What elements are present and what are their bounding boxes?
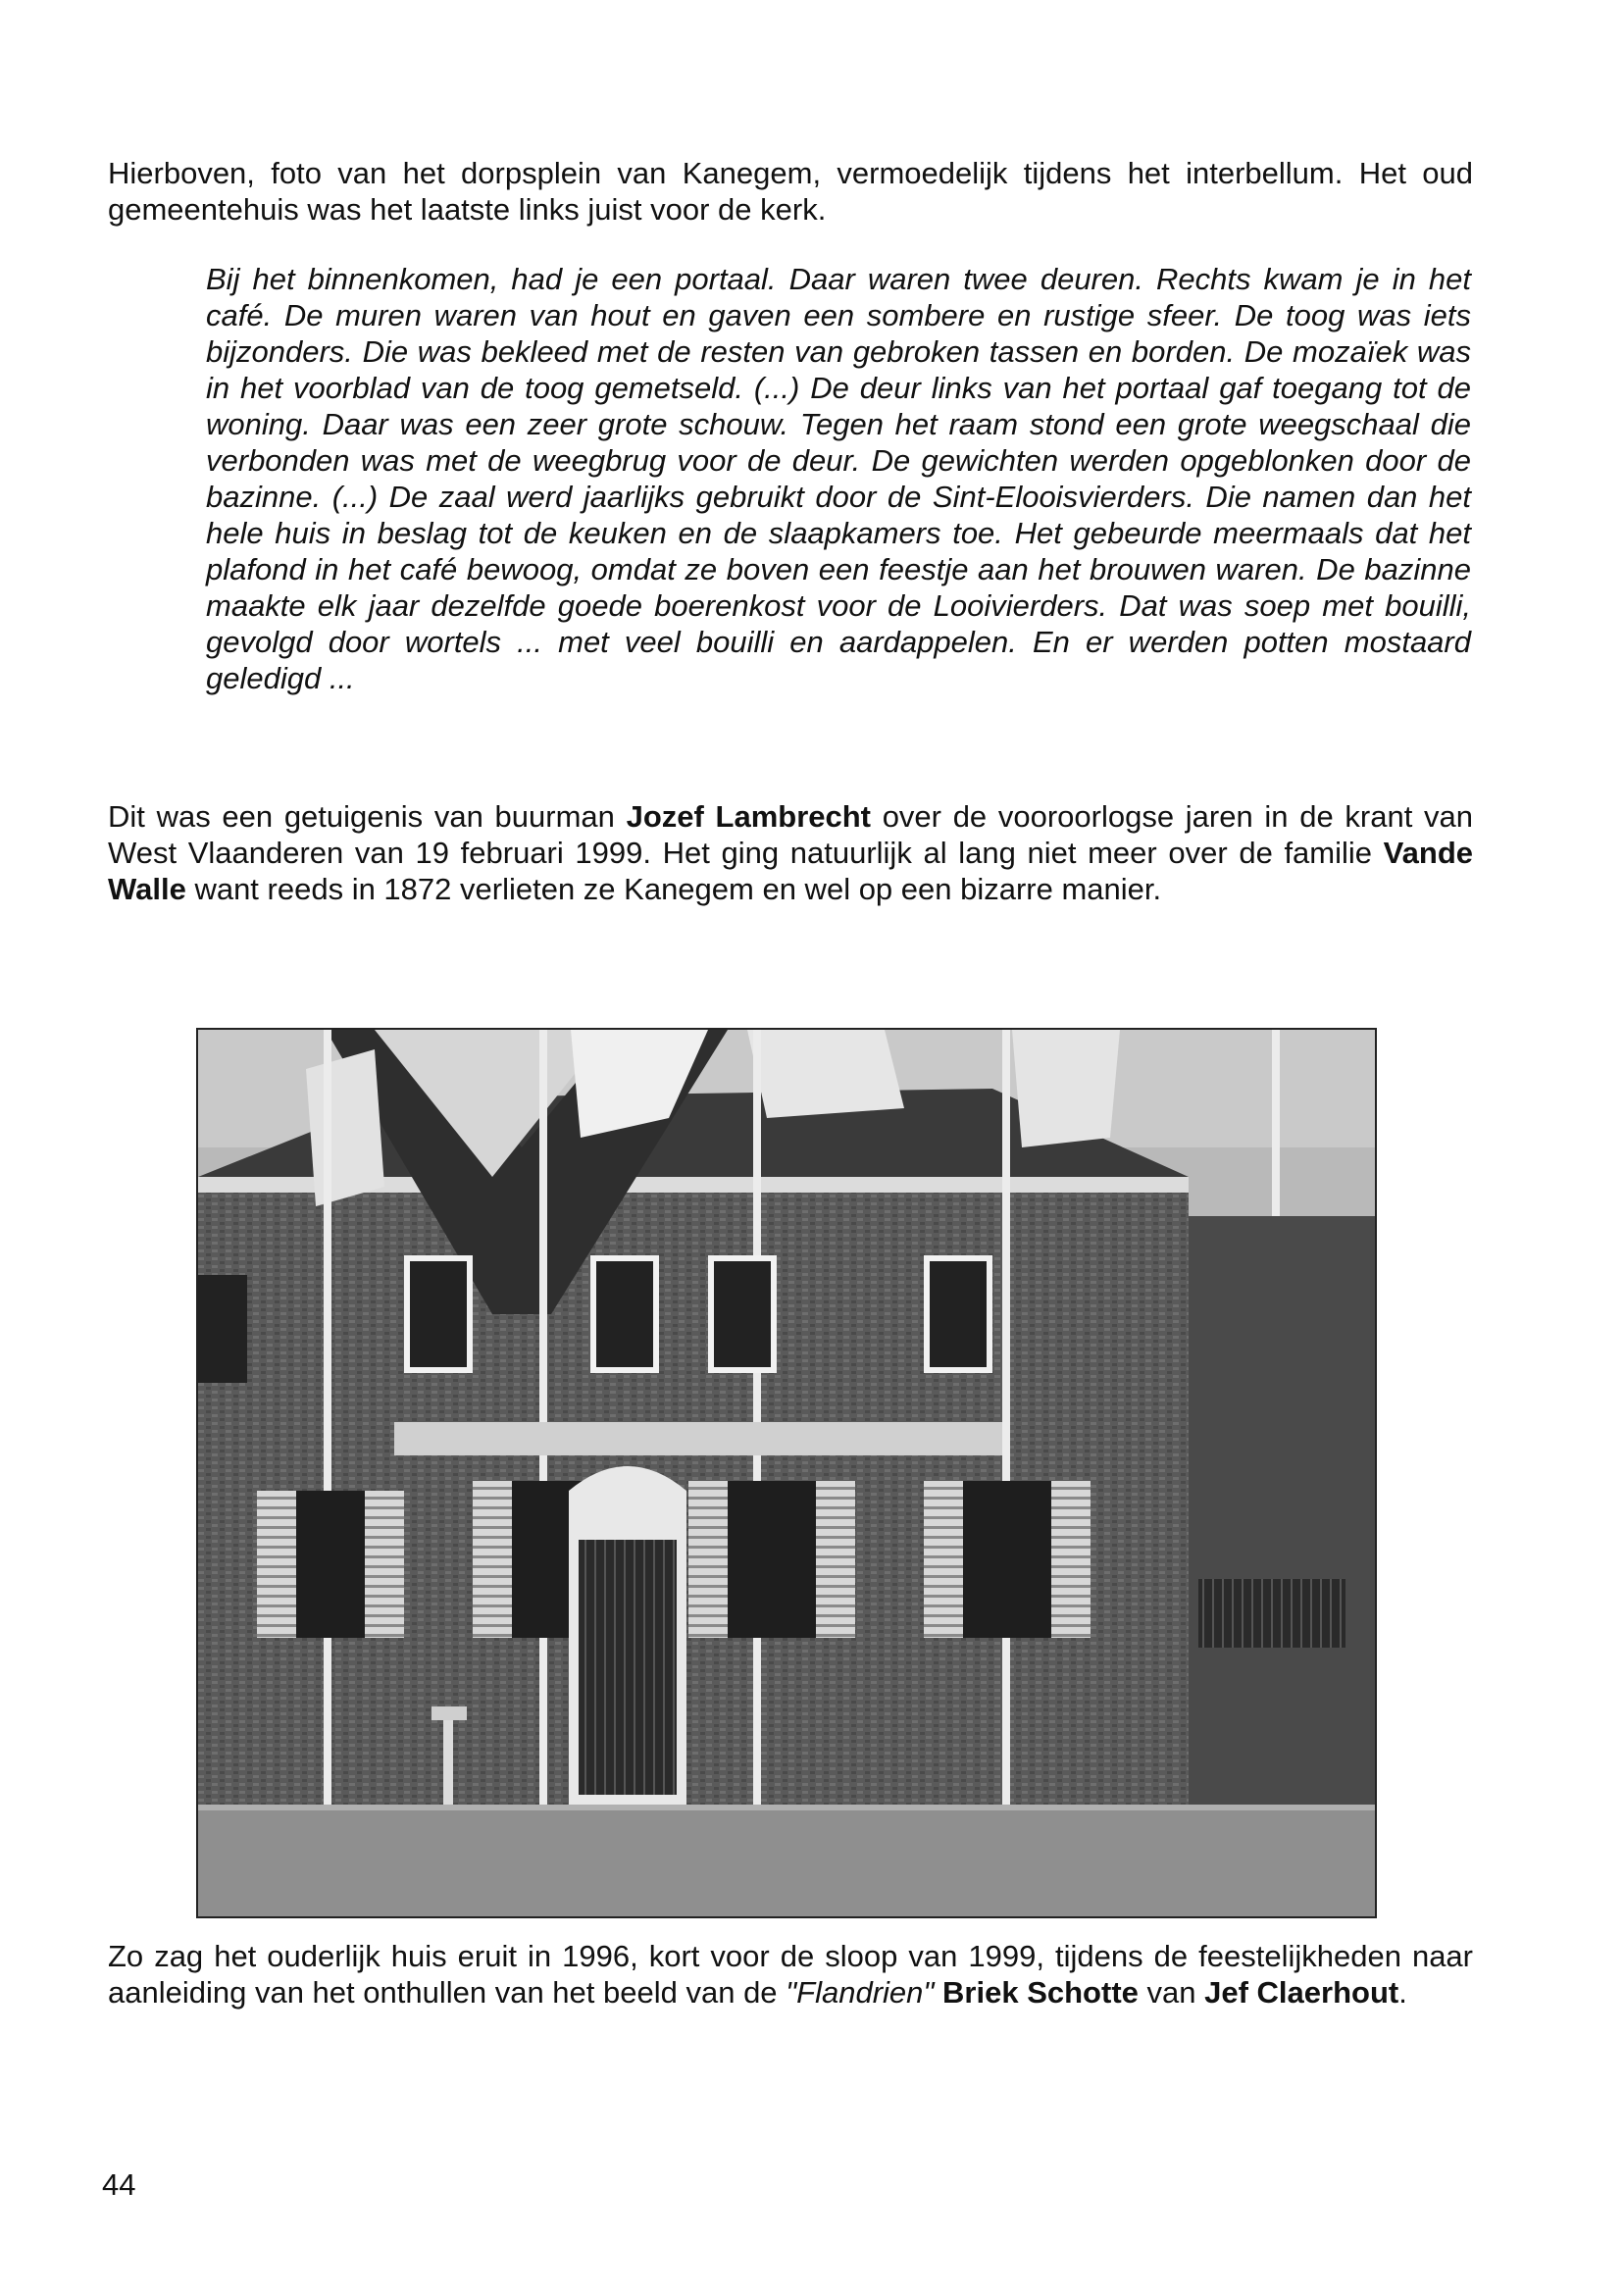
statue-name: Briek Schotte bbox=[942, 1975, 1139, 2010]
person-name: Jozef Lambrecht bbox=[626, 799, 871, 834]
testimony-paragraph: Dit was een getuigenis van buurman Jozef Lambrecht over de vooroorlogse jaren in de krant van West Vlaanderen van 19 februari 1999. Het ging natuurlijk al lang niet meer over de familie Vande Walle want reeds in 1872 verlieten ze Kanegem en wel op een bizarre manier. bbox=[108, 799, 1473, 906]
photo-caption: Zo zag het ouderlijk huis eruit in 1996, kort voor de sloop van 1999, tijdens de feestelijkheden naar aanleiding van het onthullen van het beeld van de "Flandrien" Briek Schotte van Jef Claerhout. bbox=[108, 1939, 1473, 2010]
house-photo bbox=[196, 1028, 1377, 1918]
sculptor-name: Jef Claerhout bbox=[1204, 1975, 1399, 2010]
intro-paragraph: Hierboven, foto van het dorpsplein van Kanegem, vermoedelijk tijdens het interbellum. Het oud gemeentehuis was het laatste links juist voor de kerk. bbox=[108, 156, 1473, 227]
quoted-testimony: Bij het binnenkomen, had je een portaal. Daar waren twee deuren. Rechts kwam je in het café. De muren waren van hout en gaven een sombere en rustige sfeer. De toog was iets bijzonders. Die was bekleed met de resten van gebroken tassen en borden. De mozaïek was in het voorblad van de toog gemetseld. (...) De deur links van het portaal gaf toegang tot de woning. Daar was een zeer grote schouw. Tegen het raam stond een grote weegschaal die verbonden was met de weegbrug voor de deur. De gewichten werden opgeblonken door de bazinne. (...) De zaal werd jaarlijks gebruikt door de Sint-Elooisvierders. Die namen dan het hele huis in beslag tot de keuken en de slaapkamers toe. Het gebeurde meermaals dat het plafond in het café bewoog, omdat ze boven een feestje aan het brouwen waren. De bazinne maakte elk jaar dezelfde goede boerenkost voor de Looivierders. Dat was soep met bouilli, gevolgd door wortels ... met veel bouilli en aardappelen. En er werden potten mostaard geledigd ... bbox=[206, 262, 1471, 695]
family-name: Vande Walle bbox=[108, 836, 1473, 906]
page-number: 44 bbox=[102, 2167, 136, 2202]
